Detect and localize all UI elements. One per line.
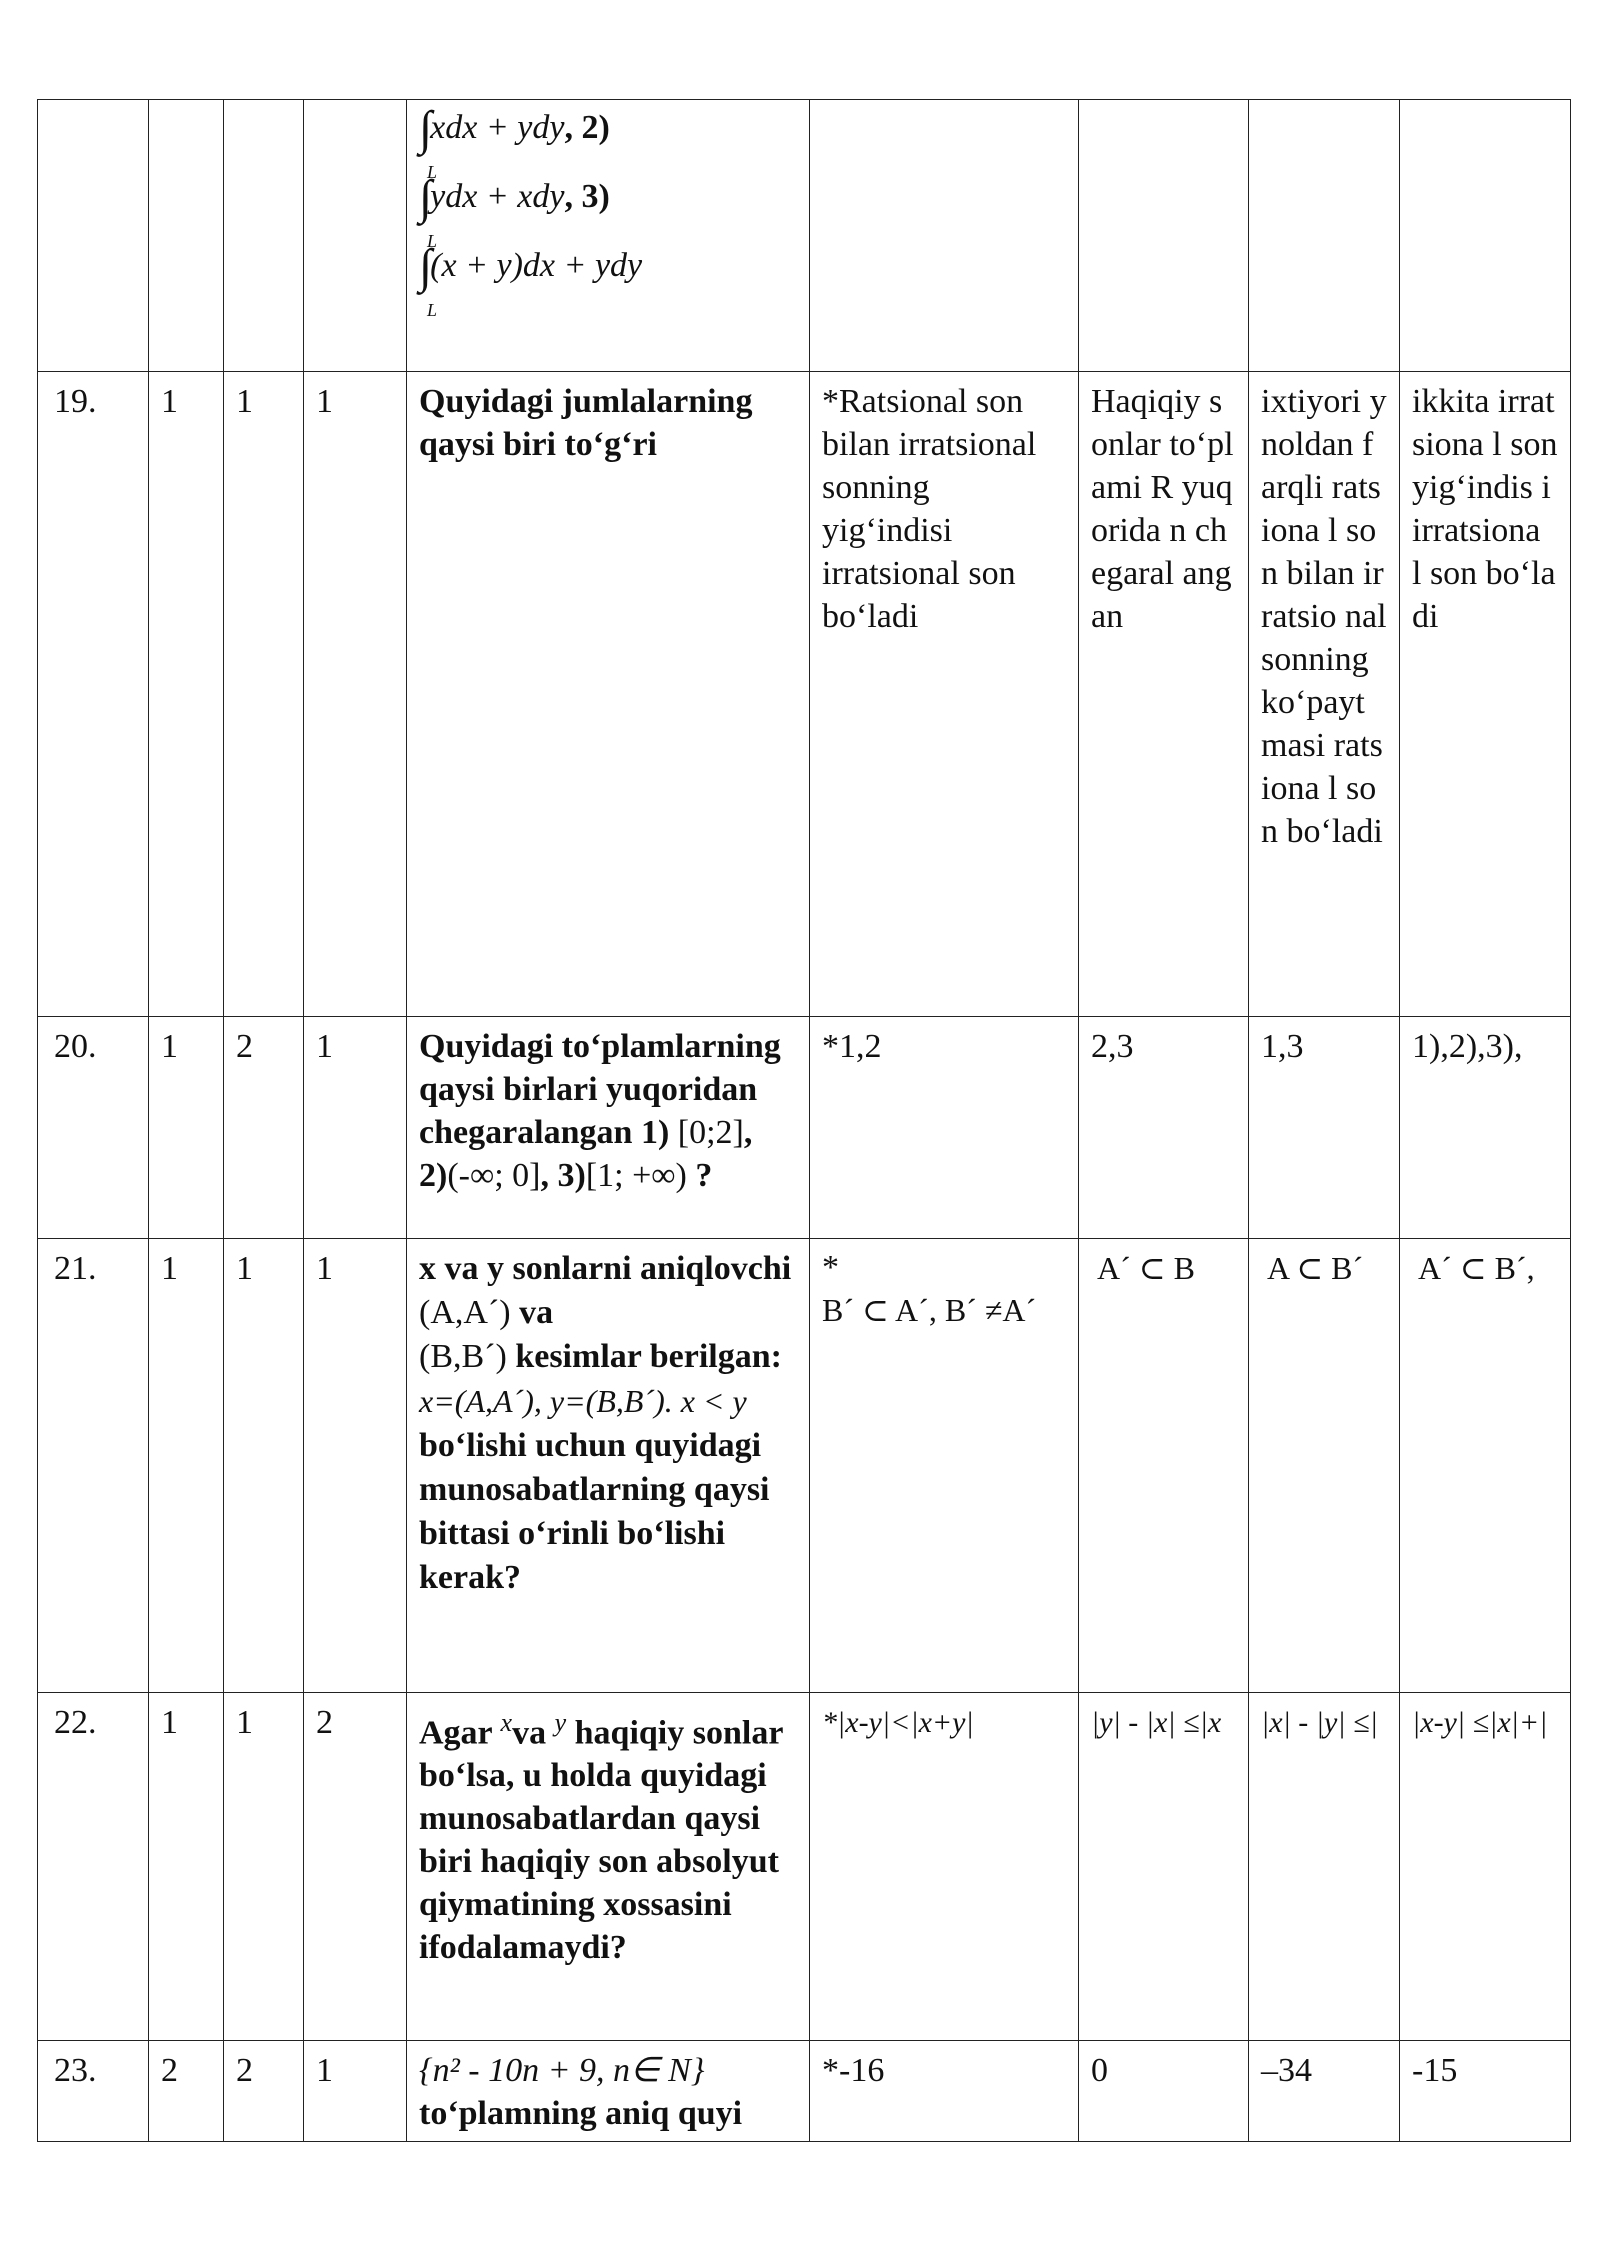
question-cell: Quyidagi jumlalarning qaysi biri to‘g‘ri bbox=[407, 372, 810, 1017]
level-cell bbox=[149, 100, 224, 372]
answer-b: 0 bbox=[1079, 2041, 1249, 2142]
answer-b: Haqiqiy sonlar to‘plami R yuqorida n chegaral angan bbox=[1079, 372, 1249, 1017]
answer-b: |y| - |x| ≤|x bbox=[1079, 1693, 1249, 2041]
row-number bbox=[38, 100, 149, 372]
question-cell bbox=[407, 100, 810, 372]
level-cell: 2 bbox=[149, 2041, 224, 2142]
level-cell: 1 bbox=[224, 1239, 304, 1693]
question-cell: {n² - 10n + 9, n∈ N} to‘plamning aniq quyi bbox=[407, 2041, 810, 2142]
level-cell: 1 bbox=[304, 1017, 407, 1239]
answer-d: -15 bbox=[1400, 2041, 1571, 2142]
level-cell: 2 bbox=[304, 1693, 407, 2041]
document-page bbox=[37, 99, 1571, 2142]
answer-c: 1,3 bbox=[1249, 1017, 1400, 1239]
level-cell: 1 bbox=[224, 372, 304, 1017]
integral-formula: ∫xdx + ydy, 2) L bbox=[419, 102, 610, 182]
answer-a: *-16 bbox=[810, 2041, 1079, 2142]
table-row bbox=[38, 1693, 1571, 2041]
answer-d: 1),2),3), bbox=[1400, 1017, 1571, 1239]
answer-c: ixtiyori y noldan farqli ratsiona l son bilan irratsio nal sonning ko‘payt masi ratsiona l son bo‘ladi bbox=[1249, 372, 1400, 1017]
row-number: 20. bbox=[38, 1017, 149, 1239]
level-cell bbox=[224, 100, 304, 372]
answer-c: A ⊂ B´ bbox=[1249, 1239, 1400, 1693]
answer-a: *Ratsional son bilan irratsional sonning yig‘indisi irratsional son bo‘ladi bbox=[810, 372, 1079, 1017]
answer-d: ikkita irratsiona l son yig‘indis i irratsiona l son bo‘ladi bbox=[1400, 372, 1571, 1017]
row-number: 19. bbox=[38, 372, 149, 1017]
answer-b: 2,3 bbox=[1079, 1017, 1249, 1239]
level-cell: 2 bbox=[224, 2041, 304, 2142]
question-cell: x va y sonlarni aniqlovchi (A,A´) va (B,B´) kesimlar berilgan: x=(A,A´), y=(B,B´). x < y bo‘lishi uchun quyidagi munosabatlarning qaysi bittasi o‘rinli bo‘lishi kerak? bbox=[407, 1239, 810, 1693]
table-row bbox=[38, 100, 1571, 372]
level-cell: 1 bbox=[149, 1017, 224, 1239]
answer-b bbox=[1079, 100, 1249, 372]
row-number: 21. bbox=[38, 1239, 149, 1693]
question-cell: Agar $^x$va $^y$ haqiqiy sonlar bo‘lsa, u holda quyidagi munosabatlardan qaysi biri haqiqiy son absolyut qiymatining xossasini ifodalamaydi? bbox=[407, 1693, 810, 2041]
integral-formula: ∫ydx + xdy, 3) L bbox=[419, 171, 610, 251]
answer-a: * B´ ⊂ A´, B´ ≠A´ bbox=[810, 1239, 1079, 1693]
level-cell: 1 bbox=[149, 372, 224, 1017]
level-cell: 1 bbox=[224, 1693, 304, 2041]
level-cell: 1 bbox=[304, 1239, 407, 1693]
table-row bbox=[38, 372, 1571, 1017]
table-row bbox=[38, 2041, 1571, 2142]
integral-formula: ∫(x + y)dx + ydy L bbox=[419, 240, 643, 320]
answer-c: –34 bbox=[1249, 2041, 1400, 2142]
question-cell: Quyidagi to‘plamlarning qaysi birlari yuqoridan chegaralangan 1) [0;2], 2)(-∞; 0], 3)[1; +∞) ? bbox=[407, 1017, 810, 1239]
answer-a: *|x-y|<|x+y| bbox=[810, 1693, 1079, 2041]
answer-b: A´ ⊂ B bbox=[1079, 1239, 1249, 1693]
answer-d: A´ ⊂ B´, bbox=[1400, 1239, 1571, 1693]
table-row bbox=[38, 1239, 1571, 1693]
level-cell: 2 bbox=[224, 1017, 304, 1239]
answer-c: |x| - |y| ≤| bbox=[1249, 1693, 1400, 2041]
answer-a: *1,2 bbox=[810, 1017, 1079, 1239]
level-cell: 1 bbox=[304, 2041, 407, 2142]
level-cell: 1 bbox=[149, 1693, 224, 2041]
answer-d bbox=[1400, 100, 1571, 372]
questions-table bbox=[37, 99, 1571, 2142]
answer-a bbox=[810, 100, 1079, 372]
level-cell: 1 bbox=[304, 372, 407, 1017]
table-row bbox=[38, 1017, 1571, 1239]
level-cell: 1 bbox=[149, 1239, 224, 1693]
level-cell bbox=[304, 100, 407, 372]
row-number: 23. bbox=[38, 2041, 149, 2142]
answer-c bbox=[1249, 100, 1400, 372]
answer-d: |x-y| ≤|x|+| bbox=[1400, 1693, 1571, 2041]
row-number: 22. bbox=[38, 1693, 149, 2041]
